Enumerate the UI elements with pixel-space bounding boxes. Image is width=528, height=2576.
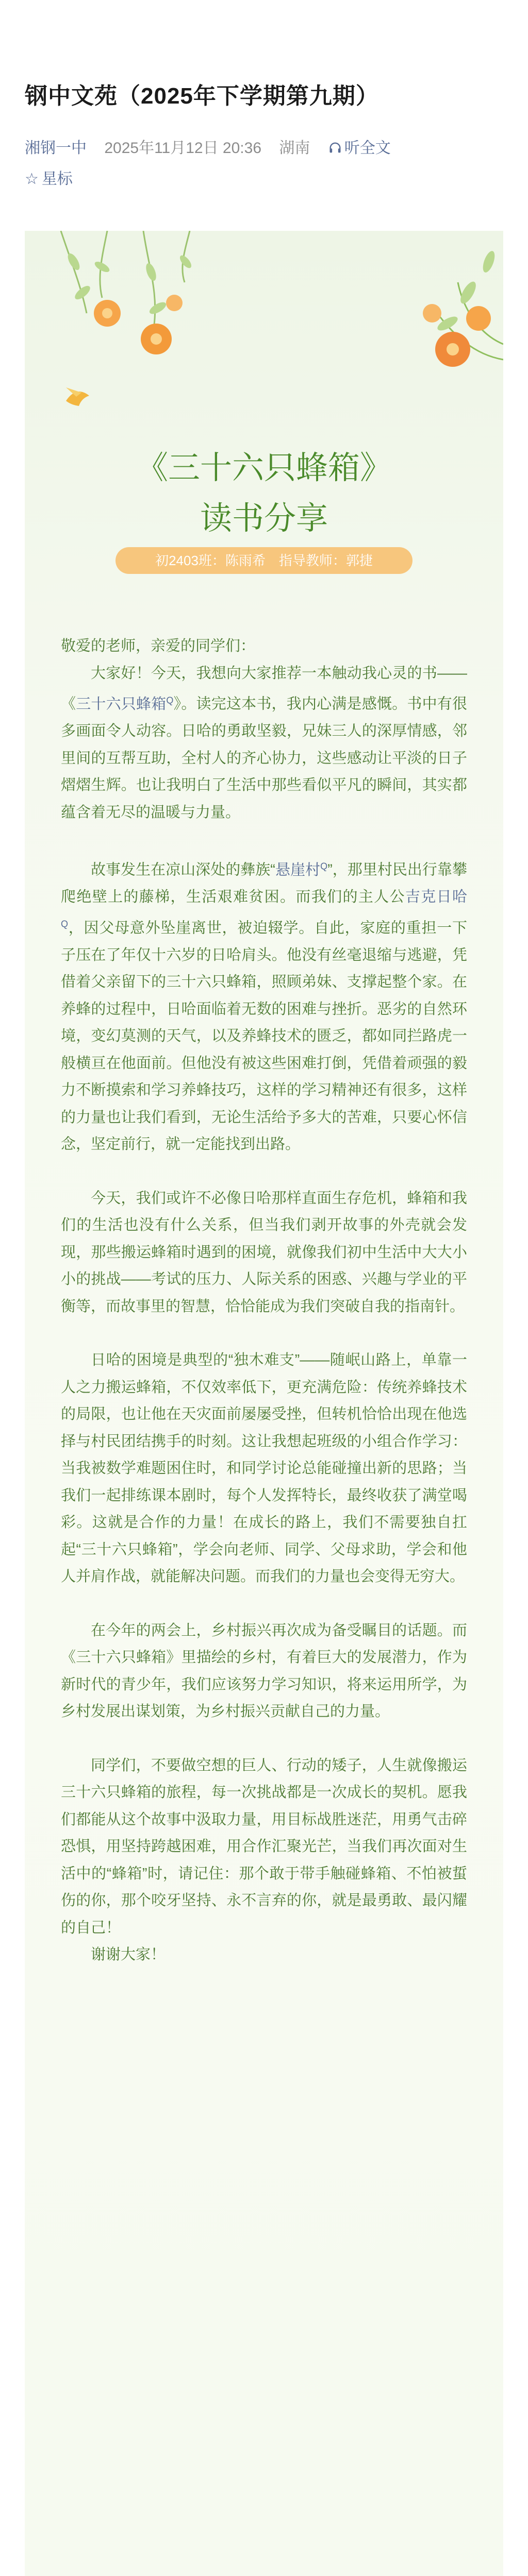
book-title: 《三十六只蜂箱》 — [136, 449, 392, 486]
search-tag-protagonist-label: 吉克日哈 — [405, 889, 467, 906]
poster-subtitle: 读书分享 — [200, 499, 328, 537]
paragraph-2-part-a: 故事发生在凉山深处的彝族“ — [91, 861, 275, 878]
search-tag-village-label: 悬崖村 — [275, 861, 321, 878]
listen-full-button[interactable] — [328, 140, 391, 157]
paragraph-6: 同学们，不要做空想的巨人、行动的矮子，人生就像搬运三十六只蜂箱的旅程，每一次挑战都是一次成长的契机。愿我们都能从这个故事中汲取力量，用目标战胜迷茫，用勇气击碎恐惧，用坚持跨越困难，用合作汇聚光芒，当我们再次面对生活中的“蜂箱”时，请记住：那个敢于带手触碰蜂箱、不怕被蜇伤的你，那个咬牙坚持、永不言弃的你，就是最勇敢、最闪耀的自己！ — [61, 1757, 467, 1936]
closing-thanks: 谢谢大家！ — [91, 1946, 166, 1963]
paragraph-2 — [61, 853, 467, 1158]
paragraph-4: 日哈的困境是典型的“独木难支”——随岷山路上，单靠一人之力搬运蜂箱，不仅效率低下，更充满危险：传统养蜂技术的局限，也让他在天灾面前屡屡受挫，但转机恰恰出现在他选择与村民团结携手的时刻。这让我想起班级的小组合作学习：当我被数学难题困住时，和同学讨论总能碰撞出新的思路；当我们一起排练课本剧时，每个人发挥特长，最终收获了满堂喝彩。这就是合作的力量！在成长的路上，我们不需要独自扛起“三十六只蜂箱”，学会向老师、同学、父母求助，学会和他人并肩作战，就能解决问题。而我们的力量也会变得无穷大。 — [61, 1352, 467, 1585]
search-icon: Q — [61, 919, 69, 929]
headphones-icon — [328, 141, 342, 155]
greeting: 敬爱的老师，亲爱的同学们： — [61, 638, 256, 654]
poster-card — [25, 231, 503, 2576]
star-button[interactable] — [25, 166, 73, 189]
paragraph-2-part-b: ”，那里村民出行靠攀爬绝壁上的藤梯，生活艰难贫困。而我们的主人公 — [61, 861, 467, 906]
article-meta — [25, 135, 504, 158]
search-tag-book[interactable] — [76, 696, 173, 713]
article-title: 钢中文苑（2025年下学期第九期） — [25, 83, 379, 109]
listen-full-label: 听全文 — [344, 140, 391, 157]
publish-date: 2025年11月12日 20:36 — [104, 140, 262, 157]
search-tag-book-label: 三十六只蜂箱 — [76, 696, 167, 713]
paragraph-1-part-a: 大家好！今天，我想向大家推荐一本触动我心灵的书——《 — [61, 665, 467, 713]
article-body — [61, 633, 467, 1995]
search-tag-village[interactable] — [275, 862, 327, 878]
star-icon: ☆ — [25, 171, 39, 188]
star-label: 星标 — [41, 171, 73, 188]
search-icon: Q — [166, 695, 174, 705]
floral-decoration — [25, 231, 503, 427]
paragraph-1 — [61, 660, 467, 826]
paragraph-5: 在今年的两会上，乡村振兴再次成为备受瞩目的话题。而《三十六只蜂箱》里描绘的乡村，有着巨大的发展潜力，作为新时代的青少年，我们应该努力学习知识，将来运用所学，为乡村发展出谋划策，为乡村振兴贡献自己的力量。 — [61, 1622, 467, 1720]
paragraph-2-part-c: ，因父母意外坠崖离世，被迫辍学。自此，家庭的重担一下子压在了年仅十六岁的日哈肩头。他没有丝毫退缩与逃避，凭借着父亲留下的三十六只蜂箱，照顾弟妹、支撑起整个家。在养蜂的过程中，日哈面临着无数的困难与挫折。恶劣的自然环境，变幻莫测的天气，以及养蜂技术的匮乏，都如同拦路虎一般横亘在他面前。但他没有被这些困难打倒，凭借着顽强的毅力不断摸索和学习养蜂技巧，这样的学习精神还有很多，这样的力量也让我们看到，无论生活给予多大的苦难，只要心怀信念，坚定前行，就一定能找到出路。 — [61, 920, 467, 1153]
paragraph-1-part-b: 》。读完这本书，我内心满是感慨。书中有很多画面令人动容。日哈的勇敢坚毅，兄妹三人的深厚情感，邻里间的互帮互助，全村人的齐心协力，这些感动让平淡的日子熠熠生辉。也让我明白了生活中那些看似平凡的瞬间，其实都蕴含着无尽的温暖与力量。 — [61, 696, 467, 821]
paragraph-3: 今天，我们或许不必像日哈那样直面生存危机，蜂箱和我们的生活也没有什么关系，但当我们剥开故事的外壳就会发现，那些搬运蜂箱时遇到的困境，就像我们初中生活中大大小小的挑战——考试的压力、人际关系的困惑、兴趣与学业的平衡等，而故事里的智慧，恰恰能成为我们突破自我的指南针。 — [61, 1190, 467, 1315]
search-icon: Q — [320, 861, 328, 872]
publish-region: 湖南 — [279, 140, 310, 157]
author-byline: 初2403班：陈雨希 指导教师：郭捷 — [116, 547, 412, 574]
account-name-link[interactable]: 湘钢一中 — [25, 140, 87, 157]
